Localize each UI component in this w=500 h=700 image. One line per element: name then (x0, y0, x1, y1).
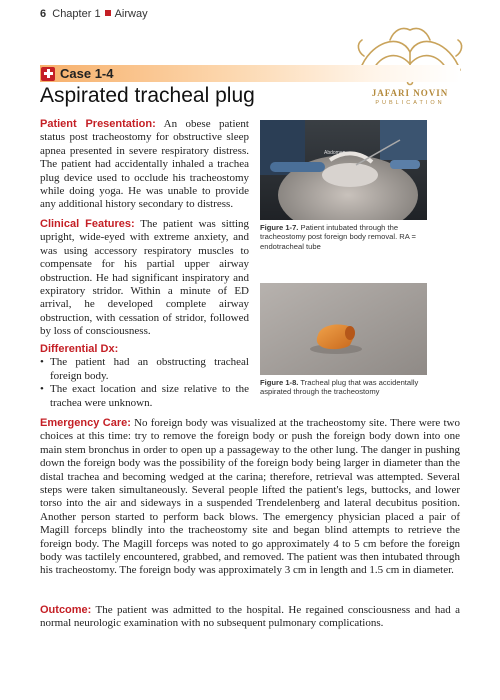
differential-list (40, 356, 249, 410)
figure-1-7-text: Patient intubated through the tracheostomy post foreign body removal. RA = endotracheal tube (260, 223, 416, 251)
figure-1-8-text: Tracheal plug that was accidentally aspirated through the tracheostomy (260, 378, 419, 397)
logo-subtitle: PUBLICATION (375, 100, 445, 106)
outcome-text: The patient was admitted to the hospital. He regained consciousness and had a normal neurologic examination with no subsequent pulmonary complications. (40, 604, 460, 630)
clinical-text: The patient was sitting upright, wide-eyed with extreme anxiety, and was using accessory respiratory muscles to compensate for his partial upper airway obstruction. He had significant inspiratory and expiratory stridor. Within a minute of ED arrival, he developed complete airway obstruction, with cessation of stridor, followed by loss of consciousness. (40, 218, 249, 338)
separator-square-icon (105, 10, 111, 16)
presentation-heading: Patient Presentation: (40, 118, 156, 130)
list-item: • The patient had an obstructing tracheal foreign body. (40, 356, 249, 383)
case-title: Aspirated tracheal plug (40, 84, 255, 107)
case-label: Case 1-4 (60, 66, 114, 81)
list-item: • The exact location and size relative to the trachea were unknown. (40, 383, 249, 410)
case-badge (40, 65, 113, 82)
outcome-heading: Outcome: (40, 604, 92, 616)
running-header (40, 8, 148, 20)
figure-1-7 (260, 120, 427, 251)
section-label: Airway (114, 8, 148, 20)
figure-1-7-caption (260, 223, 427, 251)
clinical-heading: Clinical Features: (40, 218, 135, 230)
outcome-paragraph (40, 604, 460, 631)
presentation-text: An obese patient status post tracheostomy for obstructive sleep apnea presented in severe respiratory distress. The patient had accidentally inhaled a trachea plug device used to occlude his tracheostomy while doing yoga. He was unable to provide any additional history secondary to distress. (40, 118, 249, 211)
clinical-paragraph (40, 218, 249, 339)
emergency-paragraph (40, 417, 460, 578)
emergency-text: No foreign body was visualized at the tracheostomy site. There were two choices at this time: try to remove the foreign body or push the foreign body down into one main stem bronchus in order to open up a passageway to the other lung. The danger in pushing down the foreign body was the possibility of the foreign body being larger in diameter than the distal trachea and becoming wedged at the carina; therefore, retrieval was attempted. Several steps were taken simultaneously. Several people lifted the patient's legs, buttocks, and lower torso into the air and sideways in a suspended Trendelenberg and lateral decubitus position. Another person started to perform back blows. The emergency physician placed a pair of Magill forceps blindly into the tracheostomy site and began blind attempts to retrieve the foreign body. The Magill forceps was noted to go approximately 4 to 5 cm before the foreign body was tactilely encountered, grabbed, and removed. The patient was then intubated through his tracheostomy. The foreign body was approximately 3 cm in length and 1.5 cm in diameter. (40, 417, 460, 577)
figure-1-8-label: Figure 1-8. (260, 378, 299, 387)
figure-1-7-photo (260, 120, 427, 220)
logo-name: JAFARI NOVIN (371, 88, 449, 98)
figure-1-8 (260, 283, 427, 397)
emergency-heading: Emergency Care: (40, 417, 131, 429)
figure-1-8-photo (260, 283, 427, 375)
figure-1-8-caption (260, 378, 427, 397)
figure-1-7-label: Figure 1-7. (260, 223, 299, 232)
chapter-label: Chapter 1 (52, 8, 101, 20)
medical-cross-icon (41, 67, 55, 81)
photo-tag: Abdomen (324, 150, 346, 156)
differential-heading: Differential Dx: (40, 343, 119, 355)
differential-block (40, 343, 249, 410)
presentation-paragraph (40, 118, 249, 212)
page-number: 6 (40, 8, 47, 20)
